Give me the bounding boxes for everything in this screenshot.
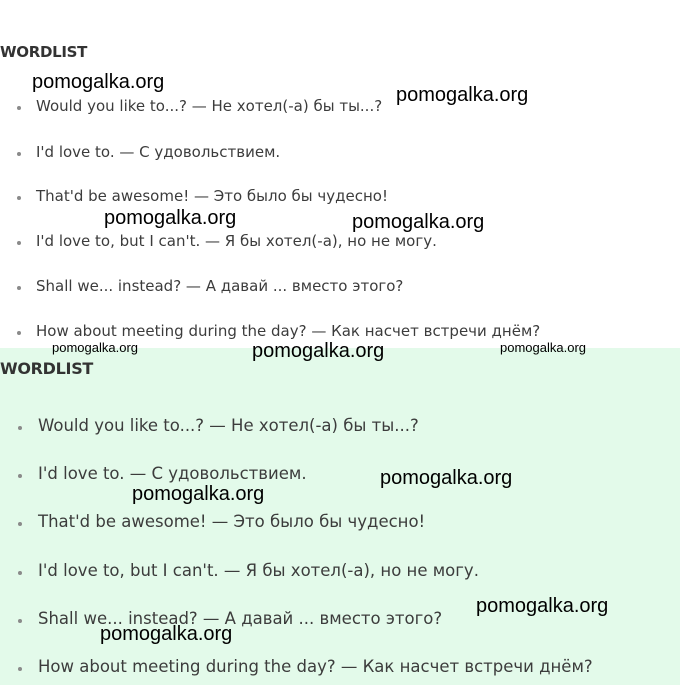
list-item-text: How about meeting during the day? — Как насчет встречи днём? (38, 657, 593, 676)
watermark-text: pomogalka.org (380, 467, 513, 489)
list-item-text: Would you like to...? — Не хотел(-а) бы ты...? (36, 97, 383, 115)
list-item-text: Would you like to...? — Не хотел(-а) бы ты...? (38, 416, 419, 435)
bullet-icon (17, 331, 21, 335)
watermark-text: pomogalka.org (500, 340, 586, 355)
wordlist-heading: WORDLIST (0, 359, 94, 378)
list-item-text: That'd be awesome! — Это было бы чудесно! (38, 512, 426, 531)
wordlist-heading: WORDLIST (0, 43, 88, 61)
bullet-icon (18, 474, 22, 478)
watermark-text: pomogalka.org (252, 340, 385, 362)
list-item-text: That'd be awesome! — Это было бы чудесно! (36, 187, 388, 205)
bullet-icon (17, 286, 21, 290)
list-item-text: Shall we... instead? — А давай ... вместо этого? (36, 277, 404, 295)
list-item-text: I'd love to, but I can't. — Я бы хотел(-а), но не могу. (36, 232, 437, 250)
list-item-text: I'd love to. — С удовольствием. (38, 464, 307, 483)
bullet-icon (18, 667, 22, 671)
watermark-text: pomogalka.org (52, 340, 138, 355)
list-item-text: I'd love to, but I can't. — Я бы хотел(-а), но не могу. (38, 561, 479, 580)
watermark-text: pomogalka.org (132, 483, 265, 505)
list-item-text: How about meeting during the day? — Как насчет встречи днём? (36, 322, 541, 340)
bullet-icon (18, 522, 22, 526)
watermark-text: pomogalka.org (32, 71, 165, 93)
watermark-text: pomogalka.org (352, 211, 485, 233)
bullet-icon (17, 106, 21, 110)
bullet-icon (17, 152, 21, 156)
list-item-text: Shall we... instead? — А давай ... вместо этого? (38, 609, 443, 628)
bullet-icon (18, 571, 22, 575)
watermark-text: pomogalka.org (476, 595, 609, 617)
bullet-icon (18, 619, 22, 623)
bullet-icon (18, 426, 22, 430)
bullet-icon (17, 196, 21, 200)
list-item-text: I'd love to. — С удовольствием. (36, 143, 281, 161)
watermark-text: pomogalka.org (396, 84, 529, 106)
watermark-text: pomogalka.org (100, 623, 233, 645)
bullet-icon (17, 241, 21, 245)
watermark-text: pomogalka.org (104, 207, 237, 229)
